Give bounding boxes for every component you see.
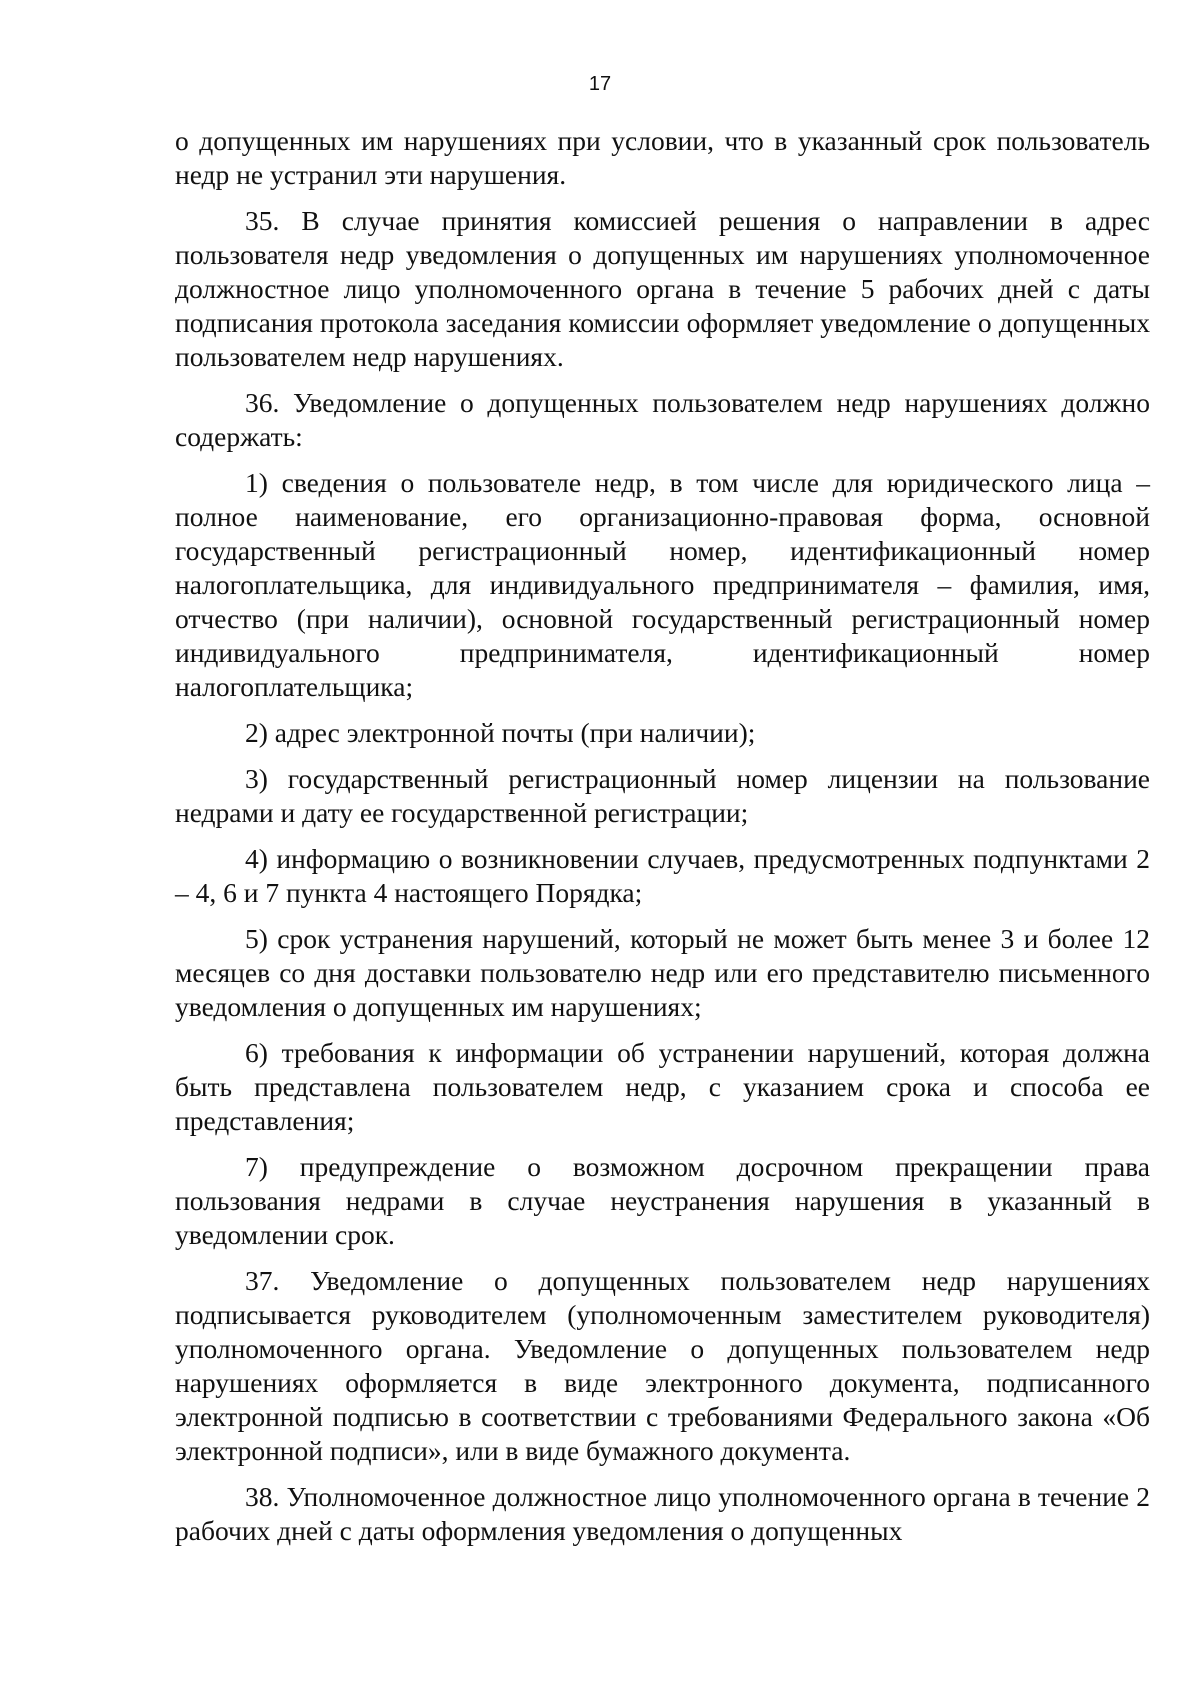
list-item-1: 1) сведения о пользователе недр, в том числе для юридического лица – полное наименование, его организационно-правовая форма, основной государственный регистрационный номер, идентификационный номер налогоплательщика, для индивидуального предпринимателя – фамилия, имя, отчество (при наличии), основной государственный регистрационный номер индивидуального предпринимателя, идентификационный номер налогоплательщика;: [175, 467, 1150, 702]
paragraph-35: 35. В случае принятия комиссией решения о направлении в адрес пользователя недр уведомления о допущенных им нарушениях уполномоченное должностное лицо уполномоченного органа в течение 5 рабочих дней с даты подписания протокола заседания комиссии оформляет уведомление о допущенных пользователем недр нарушениях.: [175, 205, 1150, 372]
paragraph-36: 36. Уведомление о допущенных пользователем недр нарушениях должно содержать:: [175, 387, 1150, 452]
list-item-3: 3) государственный регистрационный номер лицензии на пользование недрами и дату ее государственной регистрации;: [175, 763, 1150, 828]
document-body: [175, 124, 1150, 1560]
list-item-6: 6) требования к информации об устранении нарушений, которая должна быть представлена пользователем недр, с указанием срока и способа ее представления;: [175, 1037, 1150, 1136]
paragraph-37: 37. Уведомление о допущенных пользователем недр нарушениях подписывается руководителем (уполномоченным заместителем руководителя) уполномоченного органа. Уведомление о допущенных пользователем недр нарушениях оформляется в виде электронного документа, подписанного электронной подписью в соответствии с требованиями Федерального закона «Об электронной подписи», или в виде бумажного документа.: [175, 1265, 1150, 1466]
list-item-5: 5) срок устранения нарушений, который не может быть менее 3 и более 12 месяцев со дня доставки пользователю недр или его представителю письменного уведомления о допущенных им нарушениях;: [175, 923, 1150, 1022]
paragraph-continuation: о допущенных им нарушениях при условии, что в указанный срок пользователь недр не устранил эти нарушения.: [175, 125, 1150, 190]
list-item-2: 2) адрес электронной почты (при наличии);: [245, 717, 756, 748]
list-item-7: 7) предупреждение о возможном досрочном прекращении права пользования недрами в случае неустранения нарушения в указанный в уведомлении срок.: [175, 1151, 1150, 1250]
list-item-4: 4) информацию о возникновении случаев, предусмотренных подпунктами 2 – 4, 6 и 7 пункта 4 настоящего Порядка;: [175, 843, 1150, 908]
page-number: 17: [588, 73, 612, 95]
paragraph-38: 38. Уполномоченное должностное лицо уполномоченного органа в течение 2 рабочих дней с даты оформления уведомления о допущенных: [175, 1481, 1150, 1546]
